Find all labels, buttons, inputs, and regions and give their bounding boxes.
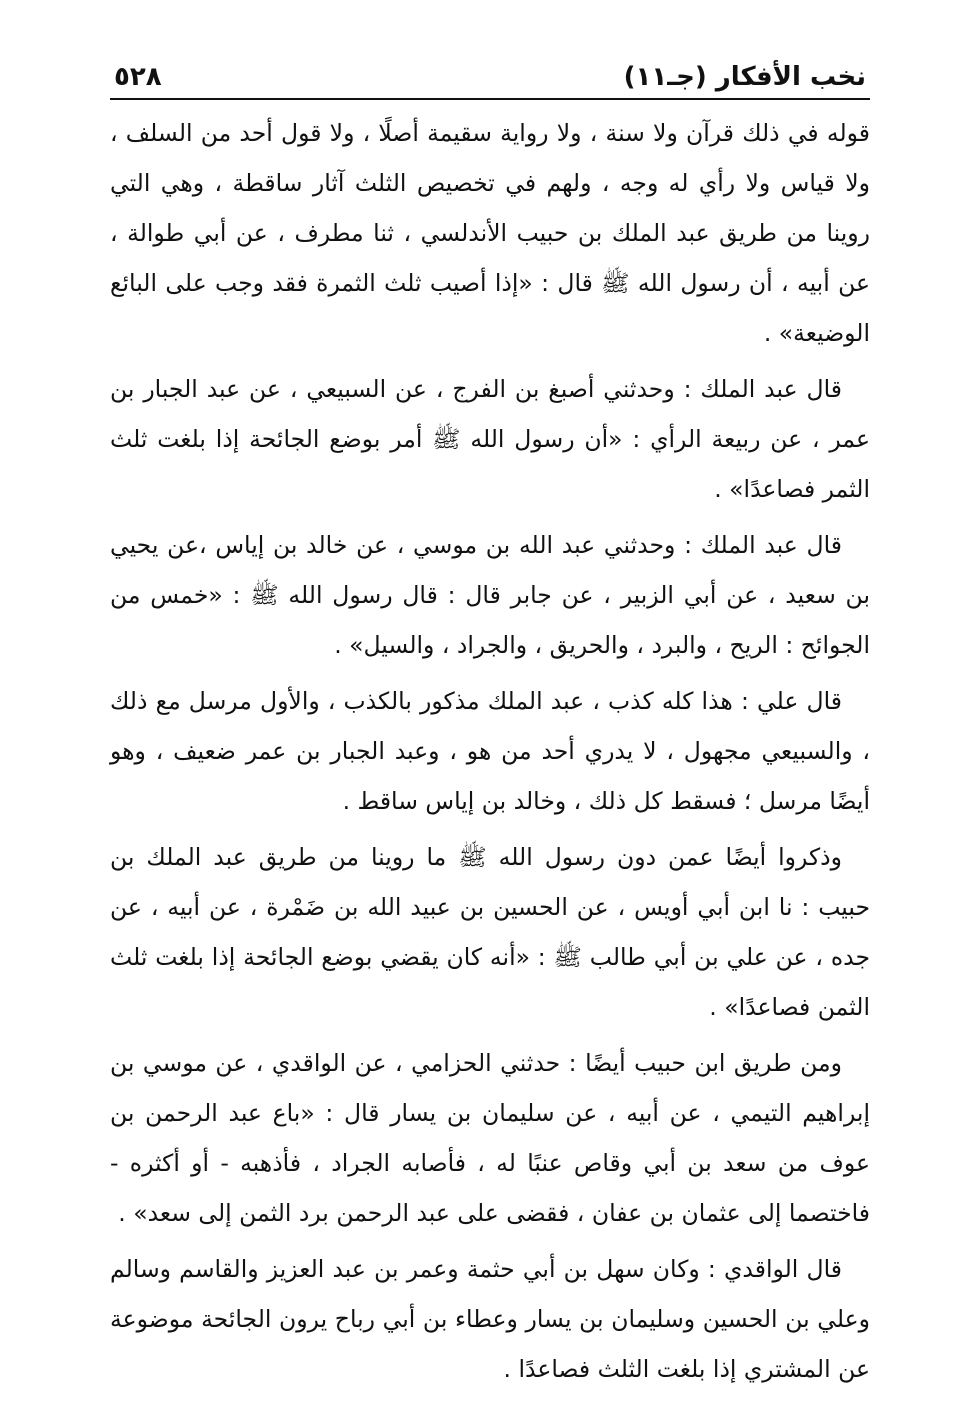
running-title: نخب الأفكار (جـ١١) xyxy=(623,62,866,92)
paragraph: قال عبد الملك : وحدثني أصبغ بن الفرج ، عن السبيعي ، عن عبد الجبار بن عمر ، عن ربيعة الرأي : «أن رسول الله ﷺ أمر بوضع الجائحة إذا بلغت ثلث الثمر فصاعدًا» . xyxy=(110,375,870,503)
page-header xyxy=(110,62,870,98)
paragraph: قال علي : هذا كله كذب ، عبد الملك مذكور بالكذب ، والأول مرسل مع ذلك ، والسبيعي مجهول ، لا يدري أحد من هو ، وعبد الجبار بن عمر ضعيف ، وهو أيضًا مرسل ؛ فسقط كل ذلك ، وخالد بن إياس ساقط . xyxy=(110,687,870,815)
paragraph: ومن طريق ابن حبيب أيضًا : حدثني الحزامي ، عن الواقدي ، عن موسي بن إبراهيم التيمي ، عن أبيه ، عن سليمان بن يسار قال : «باع عبد الرحمن بن عوف من سعد بن أبي وقاص عنبًا له ، فأصابه الجراد ، فأذهبه - أو أكثره - فاختصما إلى عثمان بن عفان ، فقضى على عبد الرحمن برد الثمن إلى سعد» . xyxy=(110,1049,870,1227)
header-divider xyxy=(110,98,870,100)
paragraph: قوله في ذلك قرآن ولا سنة ، ولا رواية سقيمة أصلًا ، ولا قول أحد من السلف ، ولا قياس ولا رأي له وجه ، ولهم في تخصيص الثلث آثار ساقطة ، وهي التي روينا من طريق عبد الملك بن حبيب الأندلسي ، ثنا مطرف ، عن أبي طوالة ، عن أبيه ، أن رسول الله ﷺ قال : «إذا أصيب ثلث الثمرة فقد وجب على البائع الوضيعة» . xyxy=(110,119,870,347)
page-number: ٥٢٨ xyxy=(114,62,162,92)
paragraph: قال عبد الملك : وحدثني عبد الله بن موسي ، عن خالد بن إياس ،عن يحيي بن سعيد ، عن أبي الزبير ، عن جابر قال : قال رسول الله ﷺ : «خمس من الجوائح : الريح ، والبرد ، والحريق ، والجراد ، والسيل» . xyxy=(110,531,870,659)
page-body xyxy=(110,108,870,1394)
paragraph: قال الواقدي : وكان سهل بن أبي حثمة وعمر بن عبد العزيز والقاسم وسالم وعلي بن الحسين وسليمان بن يسار وعطاء بن أبي رباح يرون الجائحة موضوعة عن المشتري إذا بلغت الثلث فصاعدًا . xyxy=(110,1255,870,1383)
paragraph: وذكروا أيضًا عمن دون رسول الله ﷺ ما روينا من طريق عبد الملك بن حبيب : نا ابن أبي أويس ، عن الحسين بن عبيد الله بن ضَمْرة ، عن أبيه ، عن جده ، عن علي بن أبي طالب ﷺ : «أنه كان يقضي بوضع الجائحة إذا بلغت ثلث الثمن فصاعدًا» . xyxy=(110,843,870,1021)
